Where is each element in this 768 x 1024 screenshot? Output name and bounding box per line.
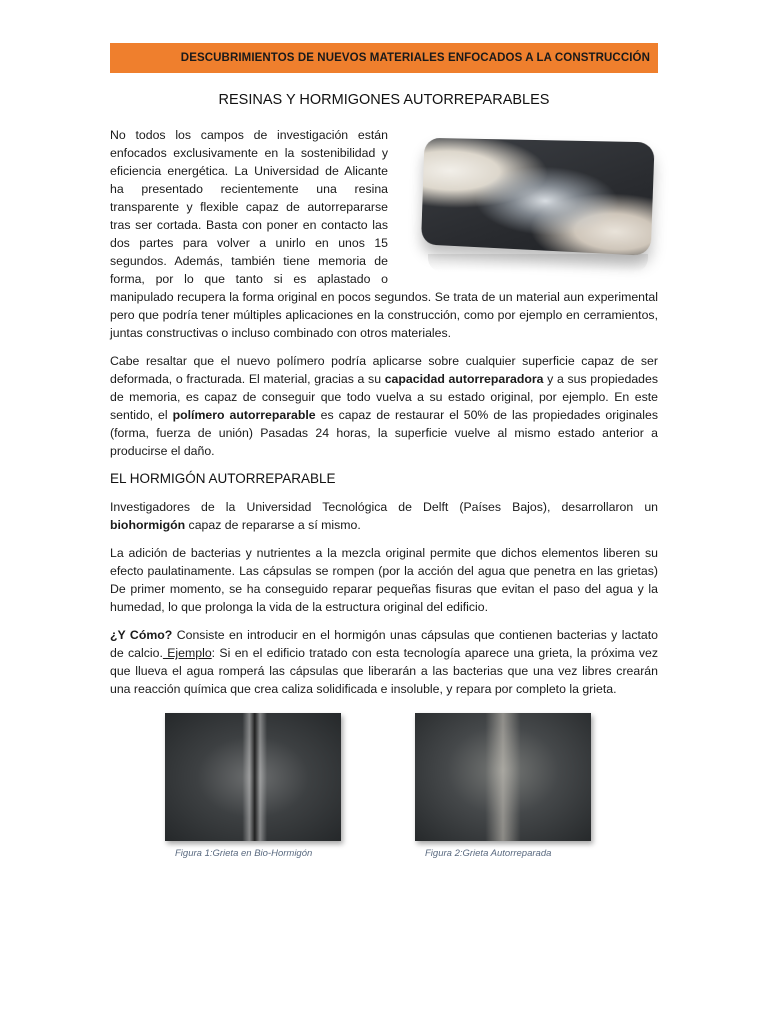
paragraph-5 (110, 626, 658, 698)
paragraph-2-bold-2: polímero autorreparable (172, 408, 316, 422)
paragraph-4: La adición de bacterias y nutrientes a la mezcla original permite que dichos elementos liberen su efecto paulatinamente. Las cápsulas se rompen (por la acción del agua que penetra en las grietas) De primer momento, se ha conseguido reparar pequeñas fisuras que evitan el paso del agua y la humedad, lo que prolonga la vida de la estructura original del edificio. (110, 546, 658, 614)
figure-2-caption: Figura 2:Grieta Autorreparada (425, 848, 552, 859)
paragraph-1: No todos los campos de investigación están enfocados exclusivamente en la sostenibilidad y eficiencia energética. La Universidad de Alicante ha presentado recientemente una resina transparente y flexible capaz de autorrepararse tras ser cortada. Basta con poner en contacto las dos partes para volver a unirlo en unos 15 segundos. Además, también tiene memoria de forma, por lo que tanto si es aplastado o manipulado recupera la forma original en pocos segundos. Se trata de un material aun experimental pero que podría tener múltiples aplicaciones en la construcción, como por ejemplo en cerramientos, juntas constructivas o incluso combinado con otros materiales. (110, 128, 658, 340)
paragraph-3 (110, 498, 658, 534)
paragraph-5-underline: Ejemplo (162, 646, 212, 660)
section-heading: EL HORMIGÓN AUTORREPARABLE (110, 471, 336, 486)
header-banner (110, 43, 658, 73)
figure-1-image (165, 713, 341, 841)
paragraph-2-bold-1: capacidad autorreparadora (384, 372, 544, 386)
figures-row (165, 713, 605, 883)
figure-2 (415, 713, 591, 859)
paragraph-5-text-1: Consiste en introducir en el hormigón unas cápsulas que contienen bacterias y lactato de calcio. (110, 628, 659, 660)
paragraph-5-text-2: : Si en el edificio tratado con esta tecnología aparece una grieta, la próxima vez que llueva el agua romperá las cápsulas que liberarán a las bacterias que una vez libres crearán una reacción química que crea caliza solidificada e insoluble, y repara por completo la grieta. (110, 646, 659, 696)
paragraph-3-text-2: capaz de repararse a sí mismo. (185, 518, 361, 532)
resin-image (421, 138, 655, 256)
figure-1-caption: Figura 1:Grieta en Bio-Hormigón (175, 848, 313, 859)
page-title: RESINAS Y HORMIGONES AUTORREPARABLES (218, 92, 550, 108)
figure-1 (165, 713, 341, 859)
paragraph-2-text-3: es capaz de restaurar el 50% de las propiedades originales (forma, fuerza de unión) Pasadas 24 horas, la superficie vuelve al mismo estado anterior a producirse el daño. (110, 408, 658, 458)
article-body (110, 126, 658, 708)
paragraph-2-text-1: Cabe resaltar que el nuevo polímero podría aplicarse sobre cualquier superficie capaz de ser deformada, o fracturada. El material, gracias a su (110, 354, 658, 386)
paragraph-2-text-2: y a sus propiedades de memoria, es capaz de conseguir que todo vuelva a su estado original, por ejemplo. En este sentido, el (110, 372, 658, 422)
figure-2-image (415, 713, 591, 841)
resin-photo (406, 126, 658, 278)
paragraph-5-bold-1: ¿Y Cómo? (110, 628, 173, 642)
paragraph-2 (110, 352, 658, 460)
paragraph-3-text-1: Investigadores de la Universidad Tecnológica de Delft (Países Bajos), desarrollaron un (110, 500, 658, 514)
resin-image-reflection (428, 254, 648, 272)
header-banner-text: DESCUBRIMIENTOS DE NUEVOS MATERIALES ENFOCADOS A LA CONSTRUCCIÓN (180, 52, 650, 64)
paragraph-3-bold-1: biohormigón (110, 518, 186, 532)
